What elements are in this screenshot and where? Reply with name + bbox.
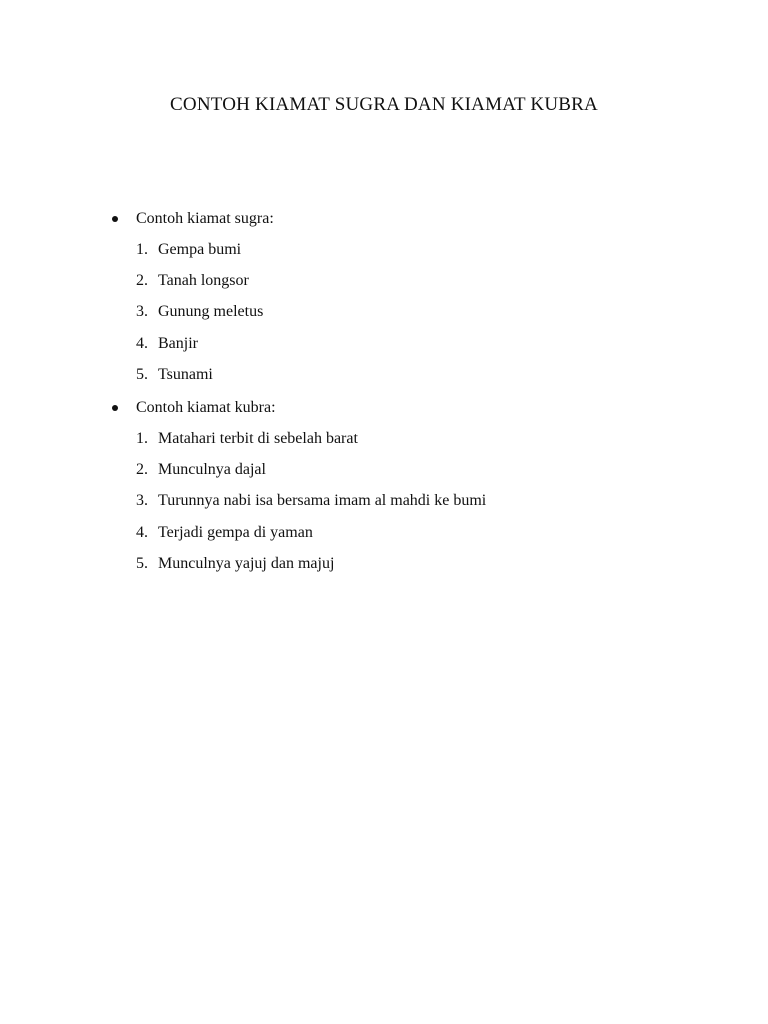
section-kiamat-kubra xyxy=(112,394,712,581)
list-item-text: Terjadi gempa di yaman xyxy=(158,523,313,541)
list-item-text: Tsunami xyxy=(158,365,213,383)
section-heading: Contoh kiamat kubra: xyxy=(136,399,276,416)
bullet-icon xyxy=(112,405,118,411)
list-item xyxy=(112,487,712,518)
list-number: 5. xyxy=(136,554,148,572)
list-item-text: Tanah longsor xyxy=(158,272,249,290)
bullet-icon xyxy=(112,216,118,222)
list-number: 2. xyxy=(136,461,148,479)
list-item-text: Munculnya dajal xyxy=(158,461,266,479)
numbered-list xyxy=(112,425,712,581)
list-item xyxy=(112,330,712,361)
list-number: 2. xyxy=(136,272,148,290)
list-item-text: Gempa bumi xyxy=(158,241,242,258)
bullet-item xyxy=(112,205,712,233)
list-item-text: Munculnya yajuj dan majuj xyxy=(158,554,335,572)
list-number: 5. xyxy=(136,365,148,383)
list-item xyxy=(112,361,712,392)
list-item xyxy=(112,456,712,487)
list-number: 3. xyxy=(136,492,148,510)
list-number: 1. xyxy=(136,241,148,258)
list-number: 4. xyxy=(136,334,148,352)
list-number: 4. xyxy=(136,523,148,541)
list-item xyxy=(112,267,712,298)
numbered-list xyxy=(112,236,712,392)
list-item xyxy=(112,298,712,329)
list-number: 3. xyxy=(136,303,148,321)
section-heading: Contoh kiamat sugra: xyxy=(136,210,274,227)
list-item xyxy=(112,236,712,267)
list-number: 1. xyxy=(136,430,148,447)
list-item xyxy=(112,550,712,581)
bullet-item xyxy=(112,394,712,422)
list-item-text: Gunung meletus xyxy=(158,303,264,321)
section-kiamat-sugra xyxy=(112,205,712,392)
list-item-text: Banjir xyxy=(158,334,198,352)
list-item-text: Matahari terbit di sebelah barat xyxy=(158,430,358,447)
list-item xyxy=(112,425,712,456)
list-item-text: Turunnya nabi isa bersama imam al mahdi ke bumi xyxy=(158,492,487,510)
document-title: CONTOH KIAMAT SUGRA DAN KIAMAT KUBRA xyxy=(170,94,598,115)
list-item xyxy=(112,519,712,550)
